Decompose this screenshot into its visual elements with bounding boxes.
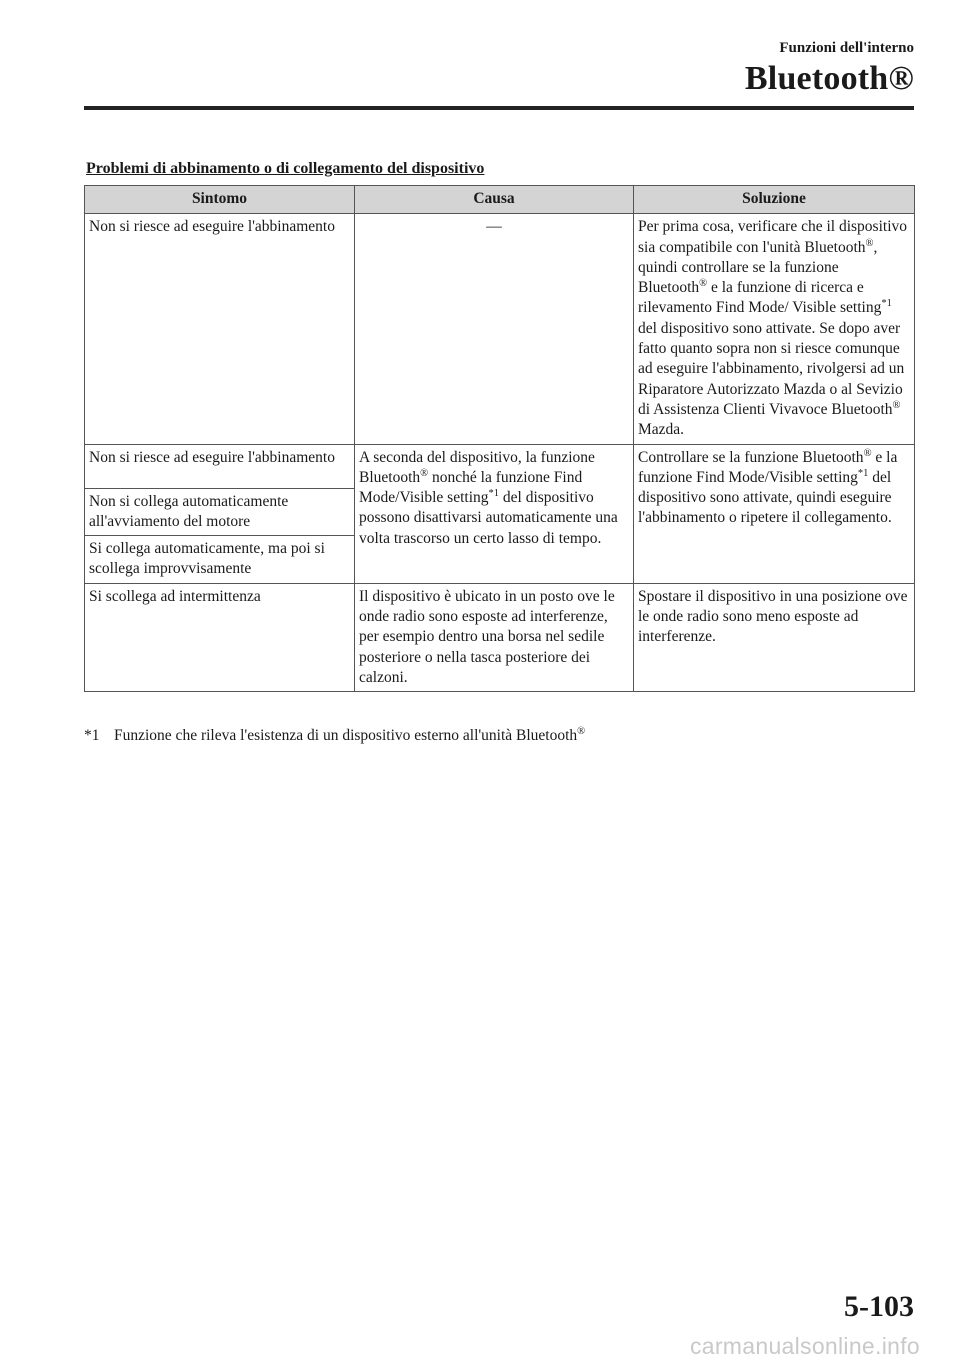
solution-text: del dispositivo sono attivate. Se dopo aver fatto quanto sopra non si riesce comunque ad eseguire l'abbinamento, rivolgersi ad un Riparatore Autorizzato Mazda o al Sevizio di Assistenza Clienti Vivavoce Bluetooth (638, 319, 905, 418)
registered-mark: ® (863, 447, 872, 459)
symptom-cell: Si collega automaticamente, ma poi si scollega improvvisamente (85, 536, 355, 584)
header-section-label: Funzioni dell'interno (779, 40, 914, 56)
solution-text: Per prima cosa, verificare che il dispositivo sia compatibile con l'unità Bluetooth (638, 218, 908, 256)
column-header-symptom: Sintomo (85, 186, 355, 214)
table-header-row (85, 186, 915, 214)
solution-text: e la funzione di ricerca e rilevamento Find Mode/ Visible setting (638, 279, 882, 317)
header-divider (84, 106, 914, 110)
symptom-cell: Non si collega automaticamente all'avviamento del motore (85, 488, 355, 536)
cause-cell: Il dispositivo è ubicato in un posto ove le onde radio sono esposte ad interferenze, per esempio dentro una borsa nel sedile posteriore o nella tasca posteriore dei calzoni. (355, 583, 634, 691)
troubleshooting-table (84, 185, 915, 692)
symptom-cell: Si scollega ad intermittenza (85, 583, 355, 691)
footnote-ref: *1 (857, 467, 869, 479)
solution-cell: Spostare il dispositivo in una posizione ove le onde radio sono meno esposte ad interferenze. (634, 583, 915, 691)
footnote-text: Funzione che rileva l'esistenza di un dispositivo esterno all'unità Bluetooth (114, 727, 578, 744)
column-header-cause: Causa (355, 186, 634, 214)
footnote-mark: *1 (84, 727, 100, 744)
solution-text: e la funzione Find Mode/Visible setting (638, 448, 898, 486)
page-number: 5-103 (844, 1290, 914, 1323)
cause-cell (355, 444, 634, 583)
table-row (85, 583, 915, 691)
solution-text: del dispositivo sono attivate, quindi eseguire l'abbinamento o ripetere il collegamento. (638, 468, 892, 527)
page-title: Bluetooth® (744, 60, 914, 97)
registered-mark: ® (577, 726, 586, 737)
solution-text: , quindi controllare se la funzione Bluetooth (638, 238, 878, 297)
symptom-cell: Non si riesce ad eseguire l'abbinamento (85, 214, 355, 444)
solution-cell (634, 214, 915, 444)
symptom-cell: Non si riesce ad eseguire l'abbinamento (85, 444, 355, 488)
table-row (85, 444, 915, 488)
footnote-ref: *1 (488, 488, 500, 500)
watermark: carmanualsonline.info (689, 1333, 920, 1359)
section-title: Problemi di abbinamento o di collegamento del dispositivo (86, 160, 485, 177)
column-header-solution: Soluzione (634, 186, 915, 214)
cause-text: nonché la funzione Find Mode/Visible setting (359, 468, 583, 507)
cause-cell: — (355, 214, 634, 444)
cause-text: A seconda del dispositivo, la funzione Bluetooth (359, 448, 595, 486)
footnote (84, 727, 585, 745)
solution-cell (634, 444, 915, 583)
registered-mark: ® (699, 278, 708, 290)
table-row (85, 214, 915, 444)
solution-text: Controllare se la funzione Bluetooth (638, 448, 864, 466)
cause-text: del dispositivo possono disattivarsi automaticamente una volta trascorso un certo lasso di tempo. (359, 489, 618, 547)
registered-mark: ® (420, 467, 429, 479)
footnote-ref: *1 (881, 298, 892, 310)
solution-text: Mazda. (638, 421, 685, 439)
registered-mark: ® (865, 237, 874, 249)
registered-mark: ® (892, 399, 901, 411)
